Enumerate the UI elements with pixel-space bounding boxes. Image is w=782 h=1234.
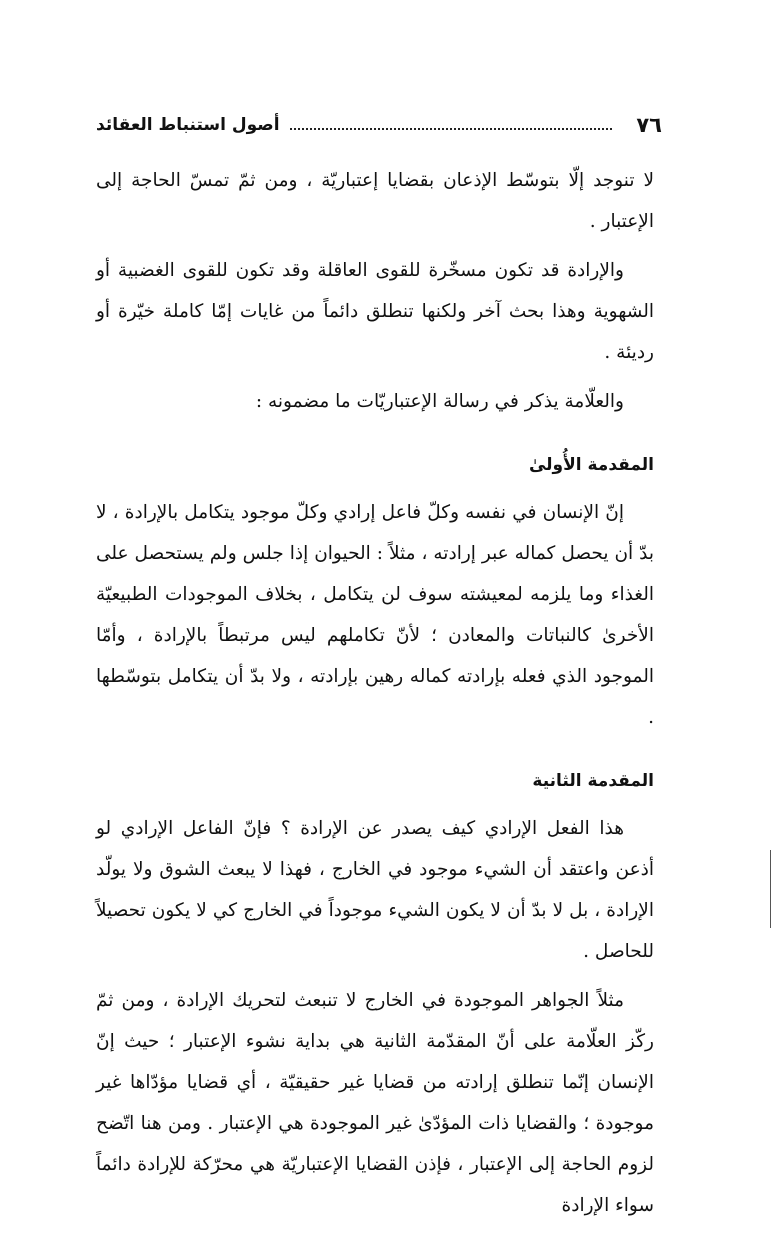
paragraph-continued: لا تنوجد إلّا بتوسّط الإذعان بقضايا إعتباريّة ، ومن ثمّ تمسّ الحاجة إلى الإعتبار . bbox=[96, 170, 654, 232]
section-heading-first-premise: المقدمة الأُولىٰ bbox=[528, 455, 654, 475]
paragraph: والعلّامة يذكر في رسالة الإعتباريّات ما مضمونه : bbox=[255, 391, 624, 412]
page-body bbox=[96, 160, 654, 1234]
page-number: ٧٦ bbox=[636, 113, 662, 137]
section-heading-second-premise: المقدمة الثانية bbox=[532, 771, 654, 791]
running-title: أصول استنباط العقائد bbox=[96, 115, 280, 135]
header-dotted-leader bbox=[290, 128, 613, 130]
paragraph: هذا الفعل الإرادي كيف يصدر عن الإرادة ؟ فإنّ الفاعل الإرادي لو أذعن واعتقد أن الشيء موجود في الخارج ، فهذا لا يبعث الشوق ولا يولّد الإرادة ، بل لا بدّ أن لا يكون الشيء موجوداً في الخارج كي لا يكون تحصيلاً للحاصل . bbox=[96, 818, 654, 962]
paragraph: والإرادة قد تكون مسخّرة للقوى العاقلة وقد تكون للقوى الغضبية أو الشهوية وهذا بحث آخر ولكنها تنطلق دائماً من غايات إمّا كاملة خيّرة أو رديئة . bbox=[96, 260, 654, 363]
paragraph: إنّ الإنسان في نفسه وكلّ فاعل إرادي وكلّ موجود يتكامل بالإرادة ، لا بدّ أن يحصل كماله عبر إرادته ، مثلاً : الحيوان إذا جلس ولم يستحصل على الغذاء وما يلزمه لمعيشته سوف لن يتكامل ، بخلاف الموجودات الطبيعيّة الأخرىٰ كالنباتات والمعادن ؛ لأنّ تكاملهم ليس مرتبطاً بالإرادة ، وأمّا الموجود الذي فعله بإرادته كماله رهين بإرادته ، ولا بدّ أن يتكامل بتوسّطها . bbox=[96, 502, 654, 728]
margin-line bbox=[770, 850, 771, 928]
running-header bbox=[96, 108, 662, 142]
paragraph: مثلاً الجواهر الموجودة في الخارج لا تنبعث لتحريك الإرادة ، ومن ثمّ ركّز العلّامة على أنّ المقدّمة الثانية هي بداية نشوء الإعتبار ؛ حيث إنّ الإنسان إنّما تنطلق إرادته من قضايا غير حقيقيّة ، أي قضايا مؤدّاها غير موجودة ؛ والقضايا ذات المؤدّىٰ غير الموجودة هي الإعتبار . ومن هنا اتّضح لزوم الحاجة إلى الإعتبار ، فإذن القضايا الإعتباريّة هي محرّكة للإرادة دائماً سواء الإرادة bbox=[96, 990, 654, 1216]
